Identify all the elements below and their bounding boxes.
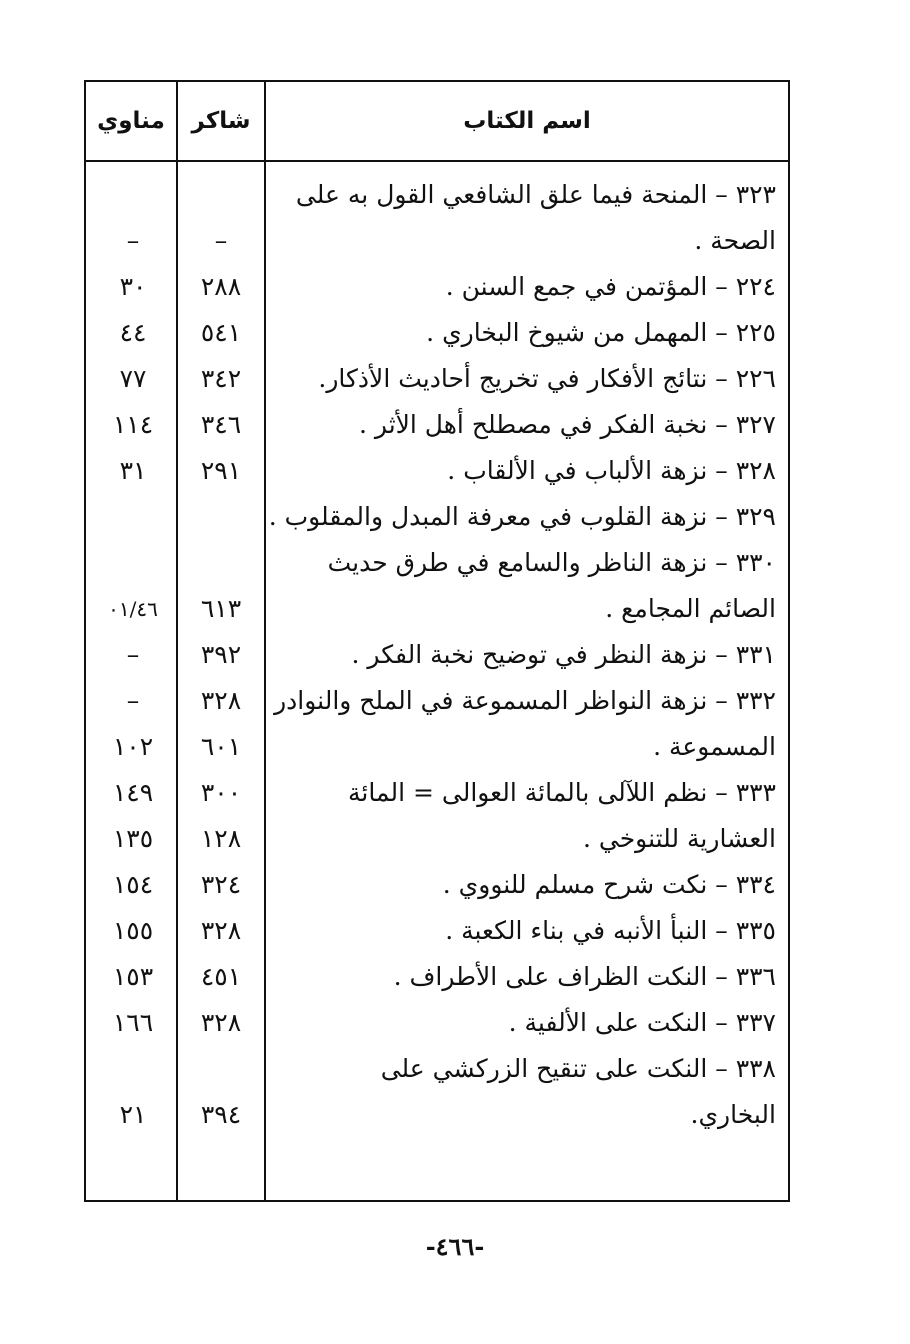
entry-text-line: ٣٢٧ – نخبة الفكر في مصطلح أهل الأثر . <box>359 410 776 439</box>
entry-text-line: ٢٢٥ – المهمل من شيوخ البخاري . <box>426 318 776 347</box>
shakir-value: ٣٢٨ <box>200 686 242 715</box>
shakir-value: ٣٩٢ <box>200 640 242 669</box>
manawi-value: ٢١ <box>119 1100 147 1129</box>
shakir-value: ٣٤٢ <box>200 364 242 393</box>
entry-text-line: ٣٣٠ – نزهة الناظر والسامع في طرق حديث <box>327 548 776 577</box>
manawi-value: ١٥٣ <box>112 962 154 991</box>
header-shakir: شاكر <box>191 108 251 134</box>
entry-text-line: ٢٢٤ – المؤتمن في جمع السنن . <box>445 272 776 301</box>
entry-text-line: المسموعة . <box>653 732 776 761</box>
book-table <box>84 80 790 1202</box>
entry-text-line: الصائم المجامع . <box>605 594 776 623</box>
entry-text-line: ٣٣٤ – نكت شرح مسلم للنووي . <box>442 870 776 899</box>
shakir-value: – <box>214 226 228 255</box>
manawi-value: ١٤٩ <box>112 778 154 807</box>
shakir-value: ٢٨٨ <box>200 272 242 301</box>
entry-text-line: ٣٣٥ – النبأ الأنبه في بناء الكعبة . <box>445 916 776 945</box>
shakir-value: ٣٤٦ <box>200 410 242 439</box>
entry-text-line: البخاري. <box>690 1100 776 1129</box>
header-book-title: اسم الكتاب <box>463 108 591 134</box>
column-divider-shakir <box>264 82 266 1200</box>
shakir-value: ٦١٣ <box>200 594 242 623</box>
header-divider <box>86 160 788 162</box>
shakir-value: ٣٢٨ <box>200 1008 242 1037</box>
shakir-value: ٤٥١ <box>200 962 242 991</box>
manawi-value: ١٠٢ <box>112 732 154 761</box>
manawi-value: – <box>126 686 140 715</box>
shakir-value: ٥٤١ <box>200 318 242 347</box>
shakir-value: ٦٠١ <box>200 732 242 761</box>
shakir-value: ٢٩١ <box>200 456 242 485</box>
shakir-value: ٣٠٠ <box>200 778 242 807</box>
shakir-value: ١٢٨ <box>200 824 242 853</box>
manawi-value: – <box>126 640 140 669</box>
manawi-value: – <box>126 226 140 255</box>
manawi-value: ١٦٦ <box>112 1008 154 1037</box>
manawi-value: ١٣٥ <box>112 824 154 853</box>
entry-text-line: ٣٢٨ – نزهة الألباب في الألقاب . <box>447 456 776 485</box>
manawi-value: ١٥٤ <box>112 870 154 899</box>
header-manawi: مناوي <box>97 108 165 134</box>
entry-text-line: ٣٣٣ – نظم اللآلى بالمائة العوالى = المائة <box>348 778 776 807</box>
entry-text-line: ٣٣٦ – النكت الظراف على الأطراف . <box>393 962 776 991</box>
manawi-value: ٣١ <box>119 456 147 485</box>
manawi-value: ٧٧ <box>119 364 147 393</box>
manawi-value: ٤٤ <box>119 318 147 347</box>
manawi-value: ١١٤ <box>112 410 154 439</box>
shakir-value: ٣٩٤ <box>200 1100 242 1129</box>
entry-text-line: الصحة . <box>694 226 776 255</box>
entry-text-line: ٣٣٢ – نزهة النواظر المسموعة في الملح والنوادر <box>274 686 776 715</box>
page-number: -٤٦٦- <box>425 1232 485 1261</box>
entry-text-line: ٣٢٣ – المنحة فيما علق الشافعي القول به على <box>295 180 776 209</box>
entry-text-line: ٣٢٩ – نزهة القلوب في معرفة المبدل والمقلوب . <box>268 502 776 531</box>
entry-text-line: ٢٢٦ – نتائج الأفكار في تخريج أحاديث الأذكار. <box>318 364 776 393</box>
manawi-value: ٠١/٤٦ <box>108 597 158 621</box>
entry-text-line: ٣٣٧ – النكت على الألفية . <box>508 1008 776 1037</box>
entry-text-line: ٣٣٨ – النكت على تنقيح الزركشي على <box>380 1054 776 1083</box>
shakir-value: ٣٢٨ <box>200 916 242 945</box>
entry-text-line: ٣٣١ – نزهة النظر في توضيح نخبة الفكر . <box>351 640 776 669</box>
manawi-value: ٣٠ <box>119 272 147 301</box>
manawi-value: ١٥٥ <box>112 916 154 945</box>
shakir-value: ٣٢٤ <box>200 870 242 899</box>
entry-text-line: العشارية للتنوخي . <box>582 824 776 853</box>
